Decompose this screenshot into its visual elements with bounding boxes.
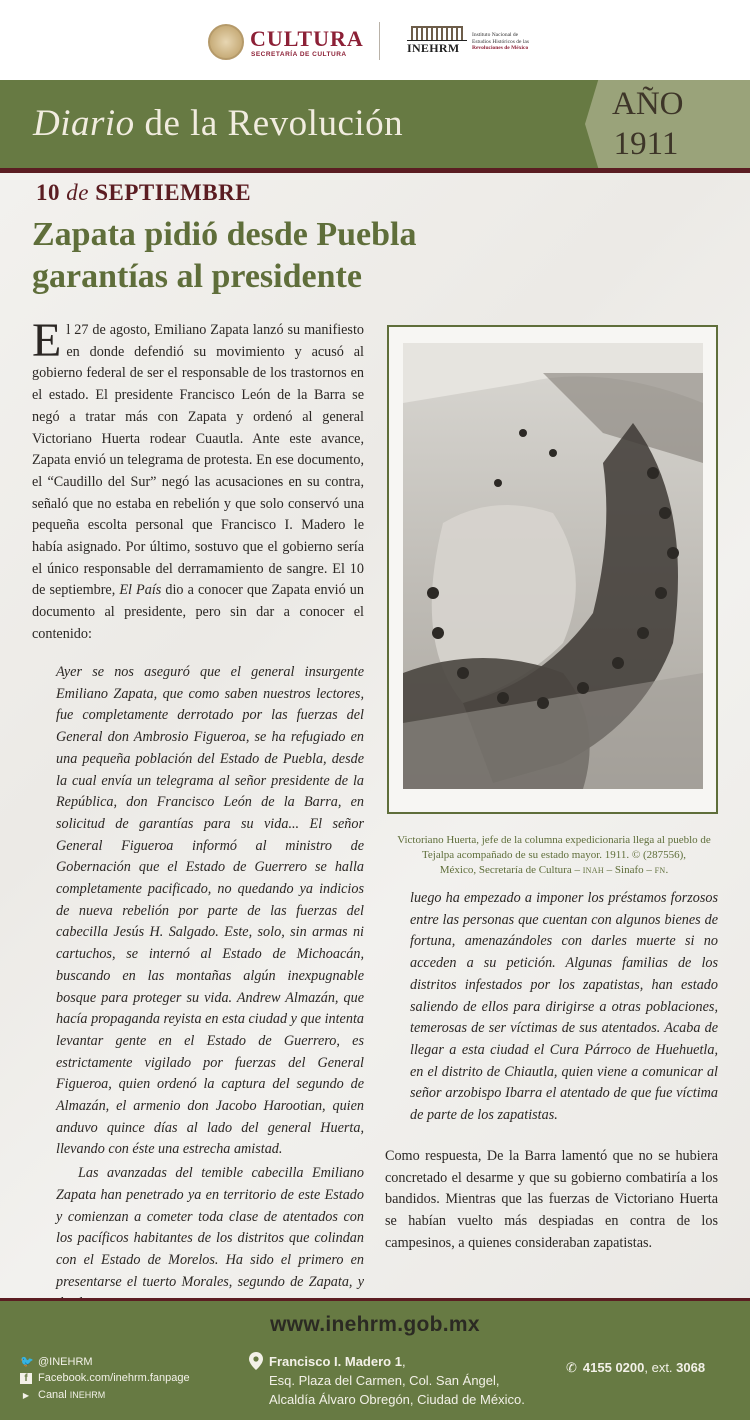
address: Francisco I. Madero 1, Esq. Plaza del Carmen, Col. San Ángel, Alcaldía Álvaro Obregón, Ciudad de México. [269, 1354, 525, 1407]
inehrm-wordmark: INEHRM [407, 40, 467, 56]
year-label: AÑO [612, 86, 684, 122]
website-link[interactable]: www.inehrm.gob.mx [270, 1313, 480, 1336]
quote-paragraph-2: Las avanzadas del temible cabecilla Emiliano Zapata han penetrado ya en territorio de este Estado y comienzan a cometer toda clase de atentados con los pacíficos habitantes de los distritos que colindan con el Estado de Morelos. Ha sido el primero en presentarse el tuerto Morales, segundo de Zapata, y [56, 1165, 364, 1290]
phone-number: ✆ 4155 0200, ext. 3068 [566, 1360, 706, 1375]
inehrm-full-name [472, 32, 552, 52]
facebook-link[interactable]: f Facebook.com/inehrm.fanpage [20, 1372, 190, 1384]
series-title: Diario de la Revolución [33, 103, 404, 144]
youtube-icon: ▶ [22, 1391, 30, 1400]
banner-rule [0, 168, 750, 173]
headline-line1: Zapata pidió desde Puebla [32, 216, 417, 253]
quoted-article [56, 662, 364, 1315]
inehrm-name-line2: Estudios Históricos de las [472, 38, 529, 45]
article-headline [32, 214, 572, 298]
drop-cap: E [32, 314, 62, 367]
quoted-article-continued: luego ha empezado a imponer los préstamos forzosos entre las personas que cuentan con algunos bienes de fortuna, amenazándoles con darles muerte si no acceden a su petición. Algunas familias de los distritos infestados por los zapatistas, han estado saliendo de ellos para dirigirse a otras poblaciones, temerosas de ser víctimas de sus atentados. Acaba de llegar a esta ciudad el Cura Párroco de Huehuetla, en el distrito de Chiautla, quien viene a comunicar al señor arzobispo Ibarra el atentado de que fue víctima de parte de los zapatistas. [410, 890, 718, 1124]
mexican-seal-icon [208, 24, 244, 60]
twitter-icon: 🐦 [20, 1356, 34, 1368]
logo-bar [0, 0, 750, 80]
article-date: 10 de SEPTIEMBRE [36, 180, 252, 205]
headline-line2: garantías al presidente [32, 258, 362, 295]
inehrm-name-line1: Instituto Nacional de [472, 32, 519, 38]
logo-divider [379, 22, 380, 60]
newspaper-name: El País [119, 582, 162, 599]
article-closing: Como respuesta, De la Barra lamentó que no se hubiera concretado el desarme y que su gobierno combatiría a los bandidos. Mientras que las fuerzas de Victoriano Huerta se habían vuelto más despiadas en contra de los campesinos, a quienes consideraban zapatistas. [385, 1148, 718, 1251]
cavalry-column-image [403, 343, 703, 789]
twitter-link[interactable]: 🐦 @INEHRM [20, 1356, 93, 1368]
cultura-logo: CULTURA [250, 26, 364, 51]
location-pin-icon [249, 1352, 263, 1370]
footer-rule [0, 1298, 750, 1301]
inehrm-logo [407, 26, 467, 56]
article-intro: El 27 de agosto, Emiliano Zapata lanzó su manifiesto en donde defendió su movimiento y acusó al gobierno federal de ser el responsable de los trastornos en el estado. El presidente Francisco León de la Barra se negó a tratar más con Zapata y ordenó al general Victoriano Huerta rodear Cuautla. Ante este avance, Zapata envió un telegrama de protesta. En ese documento, el “Caudillo del Sur” negó las acusaciones en su contra, señaló que no estaba en rebelión y que solo conservó una pequeña escolta personal que Francisco I. Madero le había asignado. Por último, sostuvo que el gobierno sería el único responsable del derramamiento de sangre. El 10 de septiembre, El País dio a conocer que Zapata envió un documento al presidente, pero sin dar a conocer el contenido: [32, 314, 364, 642]
building-icon [411, 26, 463, 40]
facebook-icon: f [20, 1373, 32, 1384]
cultura-subtitle: SECRETARÍA DE CULTURA [251, 51, 347, 58]
youtube-link[interactable]: ▶ Canal INEHRM [20, 1389, 105, 1401]
photo-caption: Victoriano Huerta, jefe de la columna expedicionaria llega al pueblo de Tejalpa acompañado de su estado mayor. 1911. © (287556), México, Secretaría de Cultura – INAH – Sinafo – FN. [397, 834, 711, 876]
historical-photo [403, 343, 703, 789]
quote-paragraph-1: Ayer se nos aseguró que el general insurgente Emiliano Zapata, que como saben nuestros lectores, fue completamente derrotado por las fuerzas del General don Ambrosio Figueroa, se ha refugiado en una pequeña población del Estado de Puebla, desde la cual envía un telegrama al señor presidente de la República, don Francisco León de la Barra, en solicitud de garantías para su vida... El señor General Figueroa informó al ministro de Gobernación que el Estado de Guerrero se halla completamente pacificado, no quedando ya indicios de nueva rebelión por parte de las fuerzas del cabecilla Jesús H. Salgado. Este, solo, sin armas ni cartuchos, se internó al Estado de Michoacán, buscando en las montañas algún inexpugnable bosque para proteger su vida. Andrew Almazán, que hacía propaganda reyista en esta ciudad y que intenta levantar gente en el Estado de Guerrero, es estrictamente vigilado por fuerzas del General Figueroa, quien ordenó la captura del segundo de Almazán, el armenio don Jacobo Harootian, quien anduvo quince días al lado del general Huerta, llevando con éste una estrecha amistad. [56, 664, 364, 1158]
phone-icon: ✆ [566, 1360, 577, 1375]
year-value: 1911 [613, 126, 679, 162]
inehrm-name-line3: Revoluciones de México [472, 45, 529, 51]
